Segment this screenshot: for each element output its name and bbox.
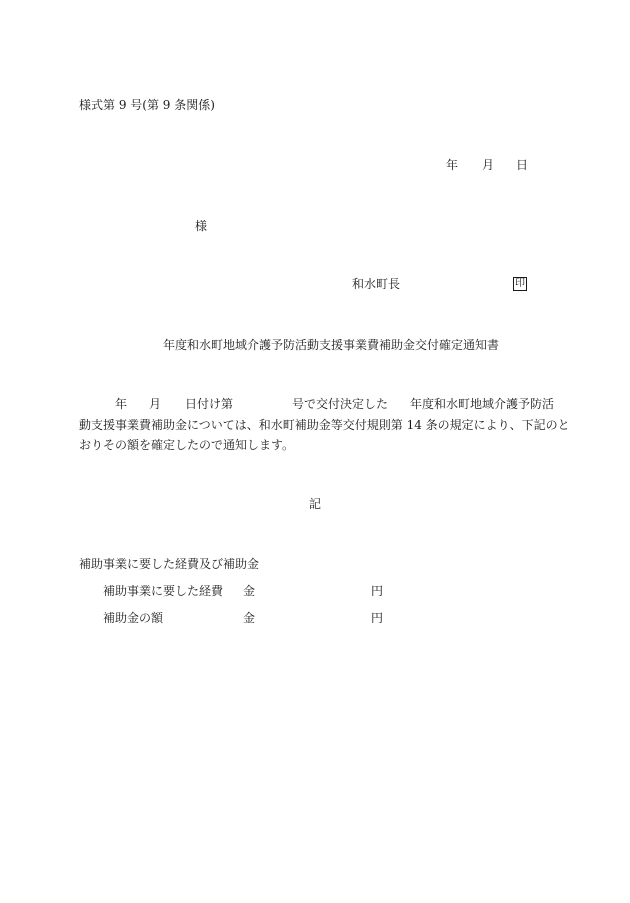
row-prefix: 金: [243, 584, 256, 598]
body-month: 月: [149, 397, 162, 411]
date-day: 日: [516, 158, 529, 172]
date-month: 月: [482, 158, 495, 172]
form-number: 様式第 9 号(第 9 条関係): [79, 98, 215, 112]
row-unit: 円: [371, 584, 384, 598]
document-title: 年度和水町地域介護予防活動支援事業費補助金交付確定通知書: [163, 338, 500, 352]
row-unit: 円: [371, 611, 384, 625]
ki-notation: 記: [309, 497, 322, 511]
row-label: 補助事業に要した経費: [103, 584, 224, 598]
body-line-2: 動支援事業費補助金については、和水町補助金等交付規則第 14 条の規定により、下記のと: [79, 418, 570, 432]
date-year: 年: [446, 158, 459, 172]
details-heading: 補助事業に要した経費及び補助金: [79, 557, 260, 571]
seal-mark: 印: [515, 278, 525, 289]
body-line-3: おりその額を確定したので通知します。: [79, 438, 295, 452]
addressee-honorific: 様: [195, 219, 208, 233]
body-year: 年: [115, 397, 128, 411]
issuer-title: 和水町長: [352, 277, 401, 291]
row-prefix: 金: [243, 611, 256, 625]
body-day-ref: 日付け第: [185, 397, 234, 411]
body-program: 年度和水町地域介護予防活: [410, 397, 555, 411]
body-number-ref: 号で交付決定した: [292, 397, 389, 411]
row-label: 補助金の額: [103, 611, 164, 625]
